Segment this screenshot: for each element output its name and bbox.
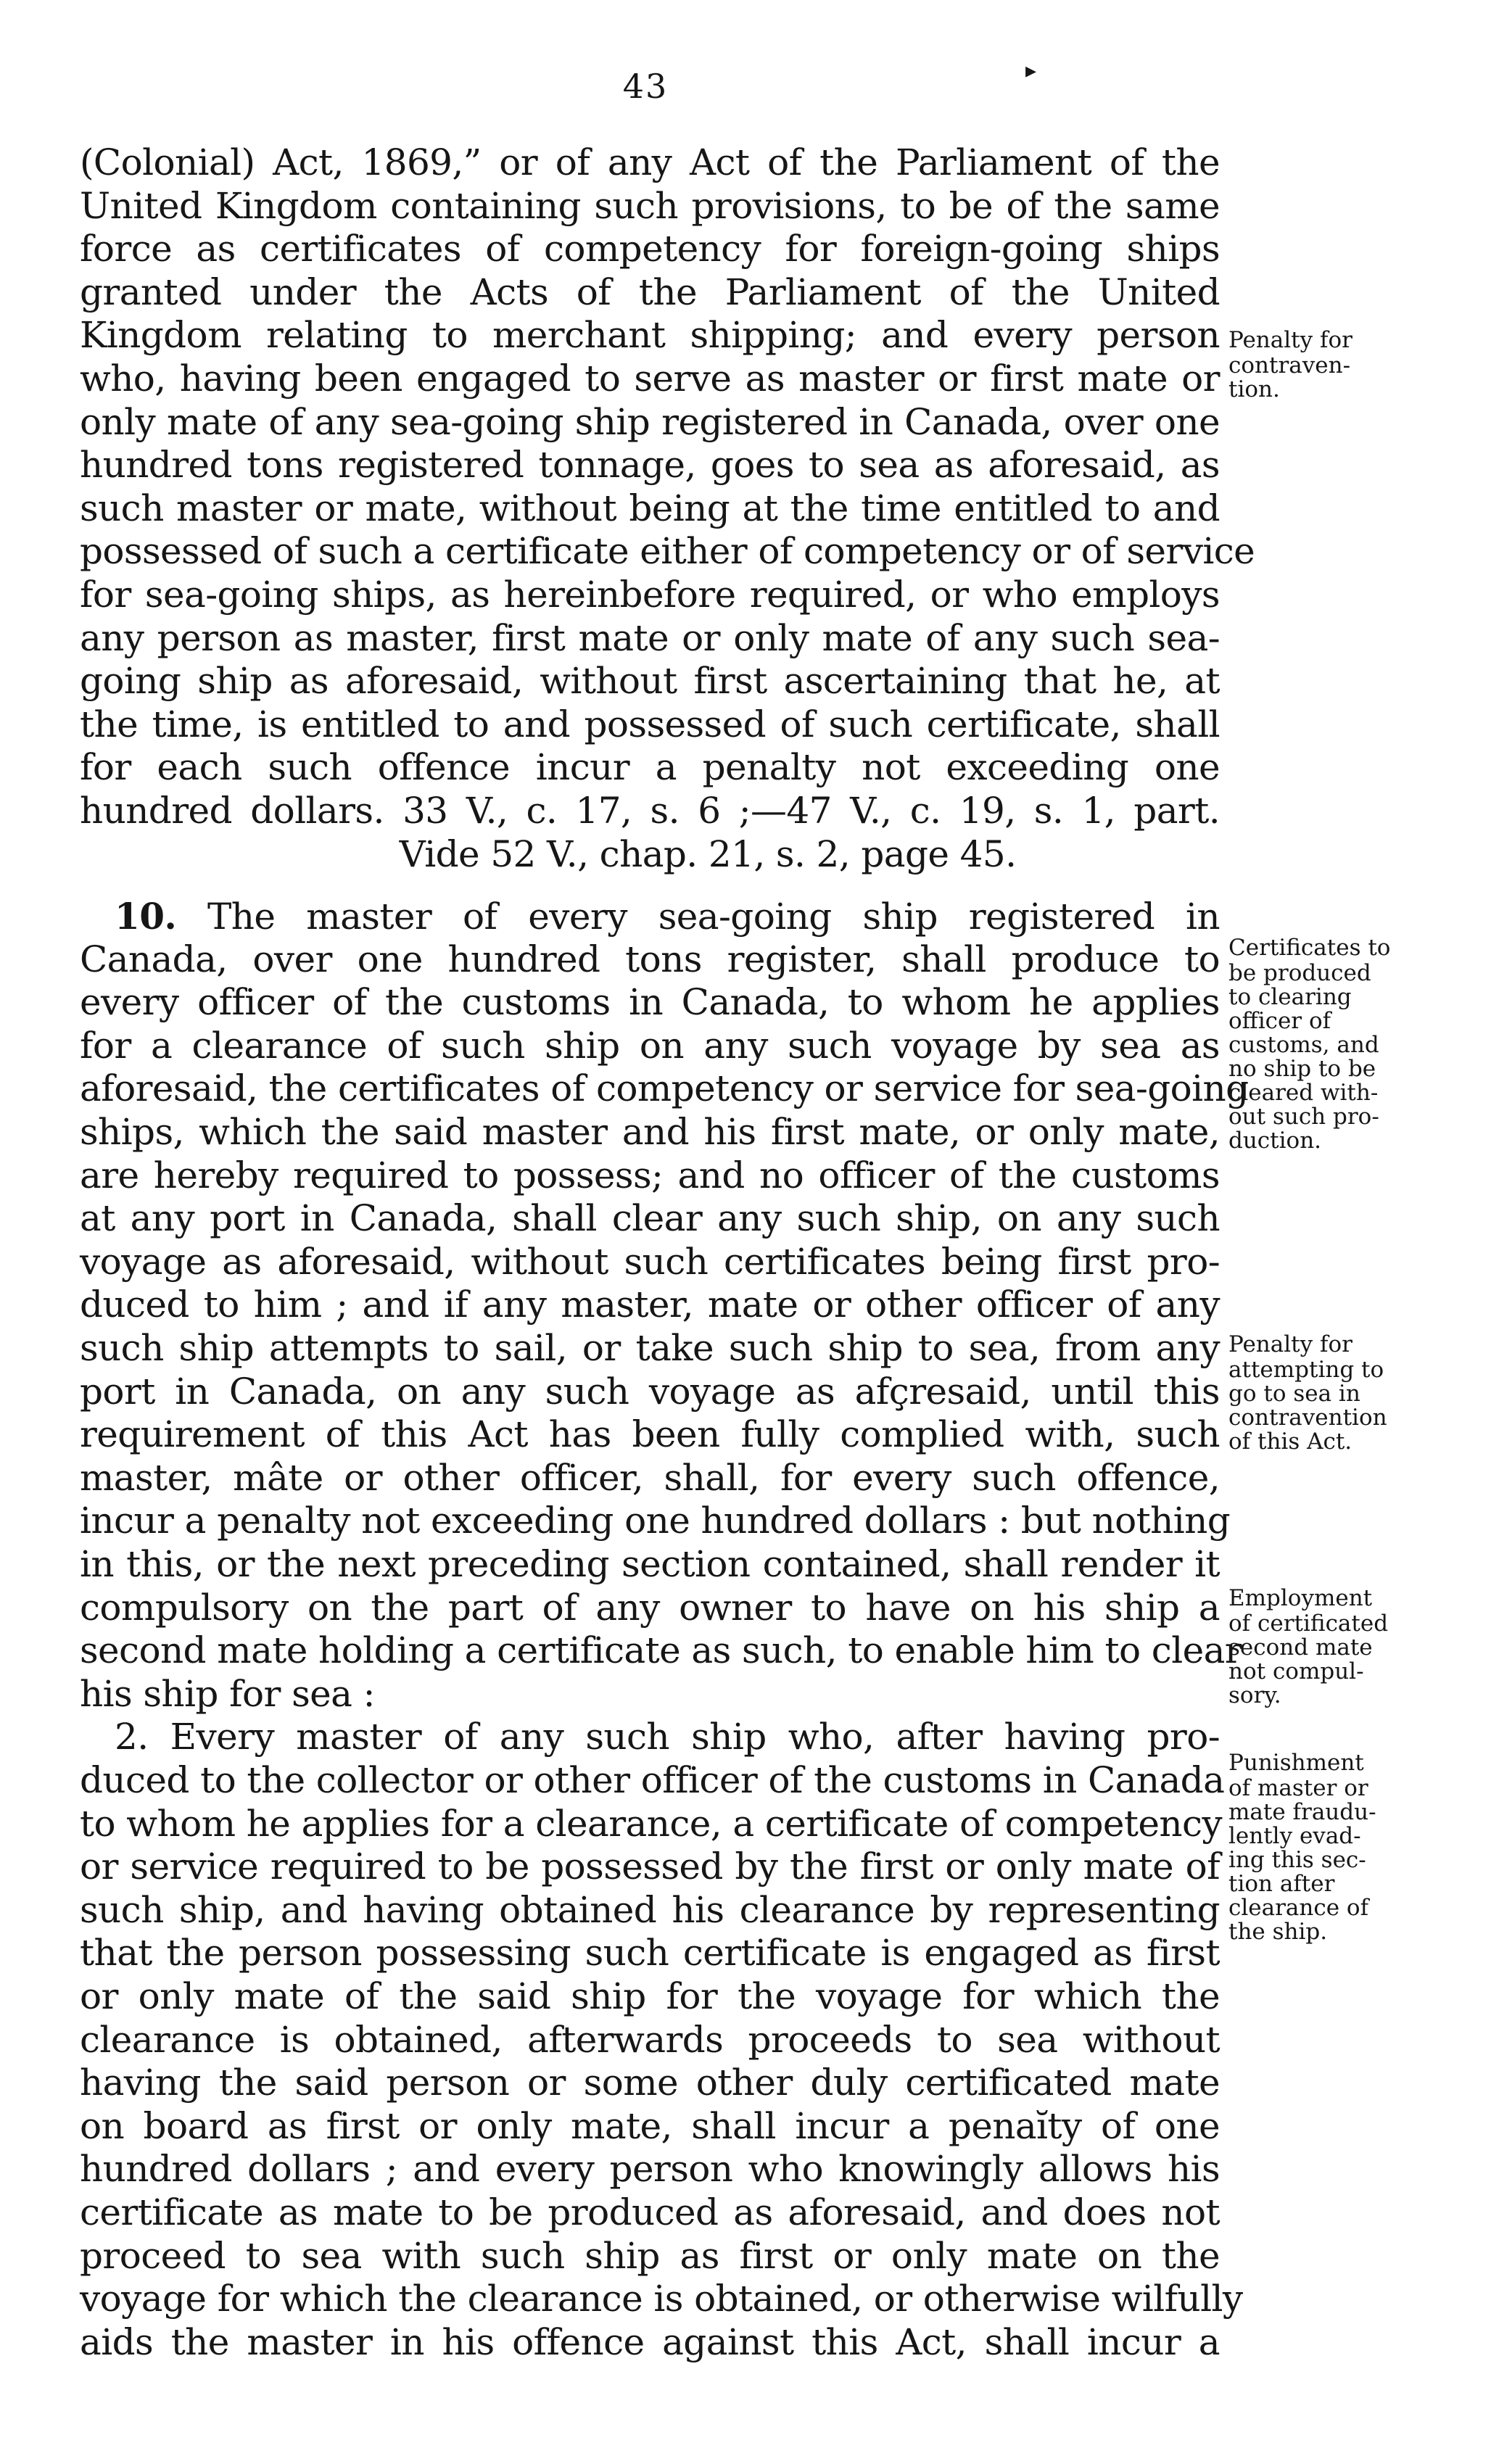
text-line: United Kingdom containing such provisions, to be of the same xyxy=(80,184,1220,227)
margin-note-penalty-contravention xyxy=(1228,326,1468,402)
text-line: in this, or the next preceding section contained, shall render it xyxy=(80,1543,1220,1585)
text-line: compulsory on the part of any owner to have on his ship a xyxy=(80,1586,1220,1629)
margin-note-employment-second-mate xyxy=(1228,1584,1468,1708)
text-line: or service required to be possessed by the first or only mate of xyxy=(80,1845,1220,1888)
text-line: proceed to sea with such ship as first or only mate on the xyxy=(80,2234,1220,2277)
margin-note-line: of master or xyxy=(1228,1775,1368,1801)
text-line: for each such offence incur a penalty not exceeding one xyxy=(80,746,1220,789)
text-line: to whom he applies for a clearance, a certificate of competency xyxy=(80,1802,1223,1845)
text-line: requirement of this Act has been fully complied with, such xyxy=(80,1413,1220,1456)
text-line: incur a penalty not exceeding one hundred dollars : but nothing xyxy=(80,1500,1231,1542)
margin-note-punishment-master xyxy=(1228,1749,1468,1944)
text-line: clearance is obtained, afterwards proceeds to sea without xyxy=(80,2018,1220,2061)
text-line: ships, which the said master and his first mate, or only mate, xyxy=(80,1111,1220,1154)
text-line: certificate as mate to be produced as aforesaid, and does not xyxy=(80,2191,1220,2233)
text-line: that the person possessing such certificate is engaged as first xyxy=(80,1932,1220,1975)
margin-note-line: of this Act. xyxy=(1228,1429,1352,1455)
text-line: such master or mate, without being at the time entitled to and xyxy=(80,487,1220,529)
text-line: such ship, and having obtained his clearance by representing xyxy=(80,1888,1220,1931)
margin-note-line: not compul- xyxy=(1228,1658,1364,1684)
margin-note-line: Punishment xyxy=(1228,1750,1364,1776)
text-line: Canada, over one hundred tons register, shall produce to xyxy=(80,938,1220,980)
text-line: hundred dollars ; and every person who knowingly allows his xyxy=(80,2148,1220,2191)
text-line: aforesaid, the certificates of competency or service for sea-going xyxy=(80,1067,1249,1110)
text-line: (Colonial) Act, 1869,” or of any Act of the Parliament of the xyxy=(80,141,1220,183)
text-line: who, having been engaged to serve as master or first mate or xyxy=(80,357,1220,400)
text-line: duced to him ; and if any master, mate or other officer of any xyxy=(80,1283,1220,1326)
text-line: granted under the Acts of the Parliament of the United xyxy=(80,270,1220,313)
text-line: port in Canada, on any such voyage as afçresaid, until this xyxy=(80,1370,1220,1413)
margin-note-line: Penalty for xyxy=(1228,1331,1352,1357)
margin-note-line: sory. xyxy=(1228,1682,1281,1708)
margin-note-line: contraven- xyxy=(1228,352,1351,379)
margin-note-line: lently evad- xyxy=(1228,1823,1361,1849)
text-line: hundred tons registered tonnage, goes to sea as aforesaid, as xyxy=(80,444,1220,487)
text-line: only mate of any sea-going ship registered in Canada, over one xyxy=(80,400,1220,443)
margin-note-certificates-produced xyxy=(1228,934,1468,1153)
vide-reference: Vide 52 V., chap. 21, s. 2, page 45. xyxy=(399,832,1017,875)
text-line: Kingdom relating to merchant shipping; and every person xyxy=(80,314,1220,357)
text-line: 2. Every master of any such ship who, after having pro- xyxy=(115,1716,1220,1758)
margin-note-line: officer of xyxy=(1228,1008,1331,1034)
margin-note-line: tion after xyxy=(1228,1871,1335,1897)
margin-note-line: ing this sec- xyxy=(1228,1847,1366,1873)
section-first-line xyxy=(80,895,1220,938)
text-line: at any port in Canada, shall clear any such ship, on any such xyxy=(80,1197,1220,1240)
text-line: master, mâte or other officer, shall, for every such offence, xyxy=(80,1456,1220,1499)
text-line: going ship as aforesaid, without first ascertaining that he, at xyxy=(80,660,1220,703)
text-line: or only mate of the said ship for the voyage for which the xyxy=(80,1975,1220,2017)
text-line: force as certificates of competency for foreign-going ships xyxy=(80,228,1220,270)
margin-note-line: attempting to xyxy=(1228,1357,1384,1383)
text-line: such ship attempts to sail, or take such ship to sea, from any xyxy=(80,1327,1220,1370)
margin-note-line: of certificated xyxy=(1228,1611,1389,1637)
section-number: 10. xyxy=(115,895,177,938)
margin-note-line: tion. xyxy=(1228,376,1280,402)
margin-note-line: Penalty for xyxy=(1228,327,1352,353)
margin-note-line: Certificates to xyxy=(1228,935,1391,961)
section-10 xyxy=(80,895,1249,1716)
text-line: second mate holding a certificate as such, to enable him to clear xyxy=(80,1629,1242,1672)
section-first-line-text: The master of every sea-going ship registered in xyxy=(176,896,1220,938)
text-line: his ship for sea : xyxy=(80,1672,375,1715)
margin-note-line: second mate xyxy=(1228,1634,1373,1661)
margin-note-line: clearance of xyxy=(1228,1895,1369,1921)
margin-note-line: go to sea in xyxy=(1228,1381,1360,1407)
main-text-column xyxy=(80,141,1255,2364)
margin-note-penalty-attempting xyxy=(1228,1331,1468,1454)
text-line: hundred dollars. 33 V., c. 17, s. 6 ;—47 V., c. 19, s. 1, part. xyxy=(80,789,1220,832)
page-number: 43 xyxy=(622,67,669,106)
text-line: voyage as aforesaid, without such certificates being first pro- xyxy=(80,1240,1220,1283)
text-line: duced to the collector or other officer of the customs in Canada xyxy=(80,1758,1225,1801)
text-line: the time, is entitled to and possessed of such certificate, shall xyxy=(80,703,1220,745)
stray-print-mark: ▸ xyxy=(1025,58,1037,83)
text-line: any person as master, first mate or only mate of any such sea- xyxy=(80,616,1220,659)
margin-note-line: customs, and xyxy=(1228,1032,1379,1058)
margin-note-line: cleared with- xyxy=(1228,1080,1379,1106)
text-line: aids the master in his offence against this Act, shall incur a xyxy=(80,2320,1220,2363)
text-line: possessed of such a certificate either of competency or of service xyxy=(80,530,1255,573)
margin-note-line: out such pro- xyxy=(1228,1104,1379,1130)
margin-note-line: duction. xyxy=(1228,1128,1322,1154)
margin-note-line: to clearing xyxy=(1228,984,1352,1010)
text-line: are hereby required to possess; and no officer of the customs xyxy=(80,1154,1220,1196)
text-line: voyage for which the clearance is obtained, or otherwise wilfully xyxy=(80,2278,1243,2320)
text-line: for sea-going ships, as hereinbefore required, or who employs xyxy=(80,573,1220,616)
text-line: on board as first or only mate, shall incur a penaı̆ty of one xyxy=(80,2104,1220,2147)
margin-note-line: contravention xyxy=(1228,1405,1387,1431)
text-line: every officer of the customs in Canada, to whom he applies xyxy=(80,981,1220,1024)
margin-note-line: be produced xyxy=(1228,960,1371,986)
text-line: having the said person or some other duly certificated mate xyxy=(80,2062,1220,2104)
subsection-2 xyxy=(80,1716,1243,2364)
margin-note-line: the ship. xyxy=(1228,1919,1328,1945)
margin-note-line: mate fraudu- xyxy=(1228,1799,1376,1825)
margin-note-line: no ship to be xyxy=(1228,1056,1376,1082)
text-line: for a clearance of such ship on any such voyage by sea as xyxy=(80,1024,1220,1067)
margin-note-line: Employment xyxy=(1228,1585,1373,1611)
